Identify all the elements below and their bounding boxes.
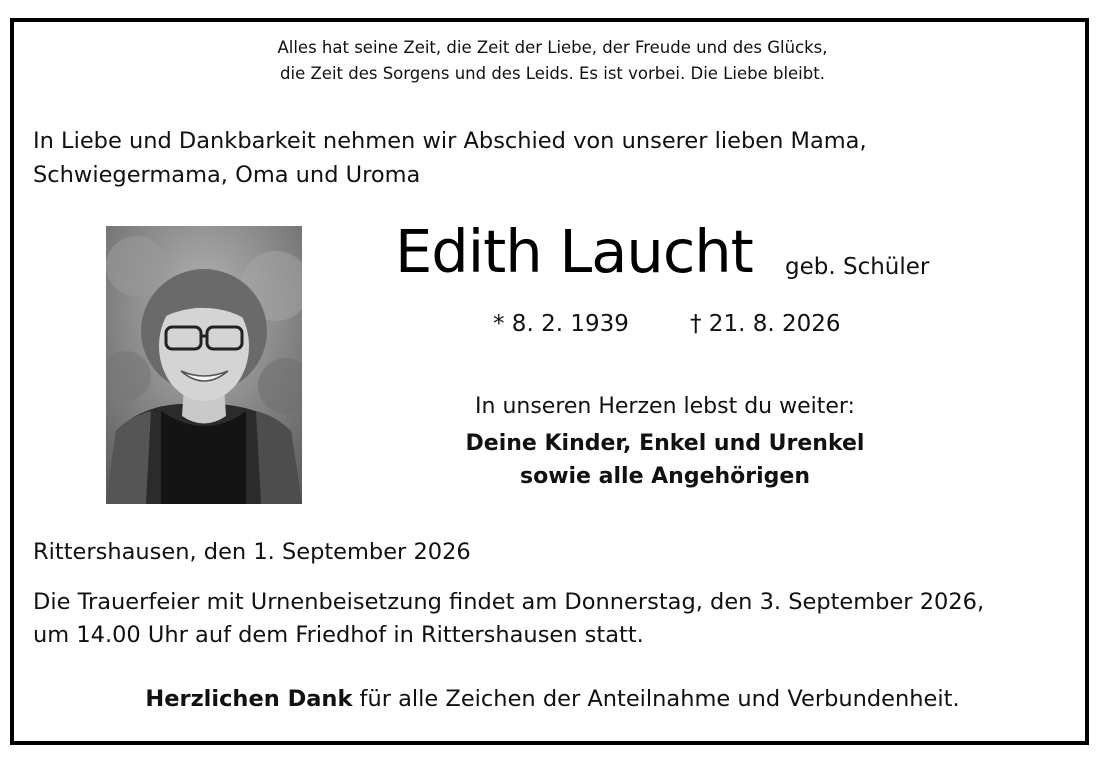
motto-line-1: Alles hat seine Zeit, die Zeit der Liebe, der Freude und des Glücks, — [277, 38, 828, 57]
thanks-line — [0, 688, 1105, 711]
mourners-line-2: sowie alle Angehörigen — [519, 464, 811, 489]
motto-line-2: die Zeit des Sorgens und des Leids. Es ist vorbei. Die Liebe bleibt. — [280, 64, 825, 83]
portrait-photo — [106, 226, 302, 504]
birth-name: geb. Schüler — [785, 254, 930, 280]
place-date: Rittershausen, den 1. September 2026 — [33, 539, 471, 565]
birth-date: * 8. 2. 1939 — [493, 311, 629, 337]
mourners-line-1: Deine Kinder, Enkel und Urenkel — [465, 431, 865, 456]
funeral-line-1: Die Trauerfeier mit Urnenbeisetzung findet am Donnerstag, den 3. September 2026, — [33, 589, 985, 615]
intro-line-2: Schwiegermama, Oma und Uroma — [33, 162, 421, 188]
funeral-line-2: um 14.00 Uhr auf dem Friedhof in Rittershausen statt. — [33, 622, 644, 648]
intro-line-1: In Liebe und Dankbarkeit nehmen wir Abschied von unserer lieben Mama, — [33, 128, 867, 154]
death-date: † 21. 8. 2026 — [690, 311, 841, 337]
thanks-rest: für alle Zeichen der Anteilnahme und Verbundenheit. — [352, 686, 960, 712]
deceased-name: Edith Laucht — [395, 217, 753, 286]
thanks-bold: Herzlichen Dank — [145, 686, 353, 712]
mourners-lead: In unseren Herzen lebst du weiter: — [475, 394, 855, 419]
